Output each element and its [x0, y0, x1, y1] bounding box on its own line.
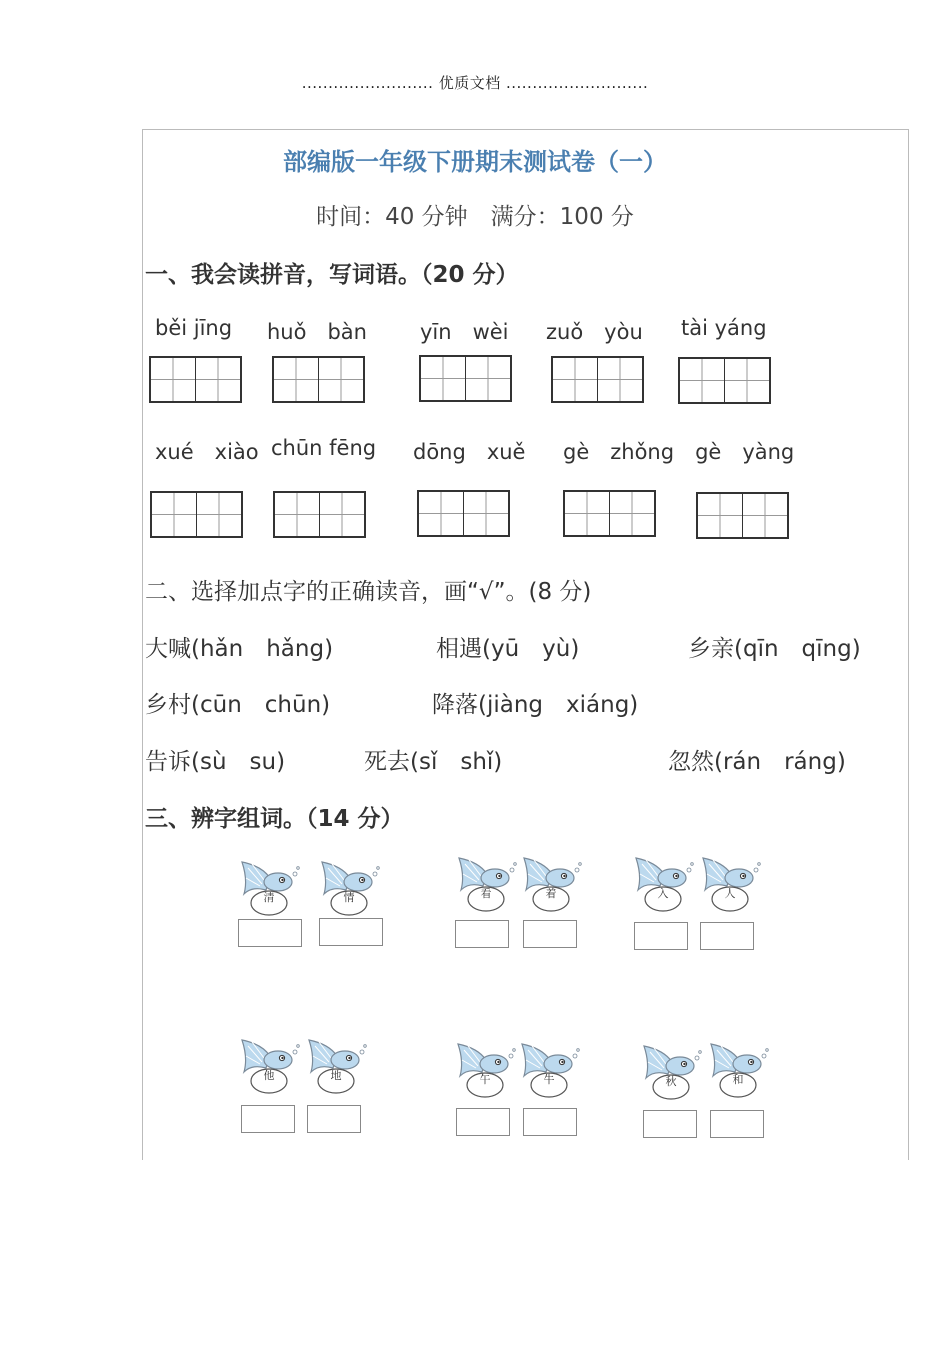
section3-heading: 三、辨字组词。（14 分） — [145, 806, 404, 832]
reading-option[interactable]: 死去(sǐ shǐ) — [364, 749, 503, 775]
answer-box[interactable] — [319, 918, 383, 946]
answer-box[interactable] — [456, 1108, 510, 1136]
fish-char: 和 — [732, 1073, 744, 1086]
reading-option[interactable]: 相遇(yū yù) — [436, 636, 580, 662]
writing-grid[interactable] — [563, 490, 656, 537]
answer-box[interactable] — [523, 1108, 577, 1136]
answer-box[interactable] — [700, 922, 754, 950]
fish-icon — [453, 852, 519, 918]
fish-char: 他 — [263, 1069, 275, 1082]
fish-icon — [236, 1034, 302, 1100]
pinyin-label: xué xiào — [155, 440, 259, 464]
answer-box[interactable] — [455, 920, 509, 948]
reading-option[interactable]: 乡村(cūn chūn) — [145, 692, 331, 718]
exam-subtitle: 时间：40 分钟 满分：100 分 — [316, 204, 634, 230]
writing-grid[interactable] — [149, 356, 242, 403]
reading-option[interactable]: 忽然(rán ráng) — [668, 749, 846, 775]
page-header: ......................... 优质文档 ........................... — [301, 74, 649, 92]
answer-box[interactable] — [307, 1105, 361, 1133]
fish-icon — [630, 852, 696, 918]
fish-char: 情 — [343, 891, 355, 904]
answer-box[interactable] — [523, 920, 577, 948]
answer-box[interactable] — [643, 1110, 697, 1138]
pinyin-label: tài yáng — [681, 316, 767, 340]
writing-grid[interactable] — [678, 357, 771, 404]
pinyin-label: huǒ bàn — [267, 320, 367, 344]
fish-char: 看 — [480, 887, 492, 900]
writing-grid[interactable] — [419, 355, 512, 402]
fish-icon — [303, 1034, 369, 1100]
answer-box[interactable] — [710, 1110, 764, 1138]
writing-grid[interactable] — [150, 491, 243, 538]
fish-icon — [516, 1038, 582, 1104]
pinyin-label: běi jīng — [155, 316, 233, 340]
reading-option[interactable]: 告诉(sù su) — [145, 749, 286, 775]
section1-heading: 一、我会读拼音，写词语。（20 分） — [145, 262, 519, 288]
fish-char: 午 — [479, 1073, 491, 1086]
fish-icon — [452, 1038, 518, 1104]
pinyin-label: chūn fēng — [271, 436, 377, 460]
writing-grid[interactable] — [551, 356, 644, 403]
answer-box[interactable] — [634, 922, 688, 950]
fish-icon — [705, 1038, 771, 1104]
fish-icon — [316, 856, 382, 922]
writing-grid[interactable] — [272, 356, 365, 403]
fish-icon — [638, 1040, 704, 1106]
fish-icon — [518, 852, 584, 918]
exam-title: 部编版一年级下册期末测试卷（一） — [283, 148, 667, 176]
writing-grid[interactable] — [273, 491, 366, 538]
reading-option[interactable]: 乡亲(qīn qīng) — [688, 636, 861, 662]
fish-char: 清 — [263, 891, 275, 904]
section2-heading: 二、选择加点字的正确读音，画“√”。(8 分) — [145, 579, 592, 605]
answer-box[interactable] — [238, 919, 302, 947]
fish-icon — [236, 856, 302, 922]
reading-option[interactable]: 大喊(hǎn hǎng) — [145, 636, 334, 662]
pinyin-label: zuǒ yòu — [546, 320, 643, 344]
fish-char: 秋 — [665, 1075, 677, 1088]
fish-char: 地 — [330, 1069, 342, 1082]
fish-icon — [697, 852, 763, 918]
fish-char: 人 — [724, 887, 736, 900]
fish-char: 牛 — [543, 1073, 555, 1086]
pinyin-label: yīn wèi — [420, 320, 509, 344]
reading-option[interactable]: 降落(jiàng xiáng) — [432, 692, 639, 718]
pinyin-label: dōng xuě — [413, 440, 526, 464]
fish-char: 着 — [545, 887, 557, 900]
writing-grid[interactable] — [417, 490, 510, 537]
fish-char: 入 — [657, 887, 669, 900]
writing-grid[interactable] — [696, 492, 789, 539]
answer-box[interactable] — [241, 1105, 295, 1133]
pinyin-label: gè zhǒng gè yàng — [563, 440, 795, 464]
